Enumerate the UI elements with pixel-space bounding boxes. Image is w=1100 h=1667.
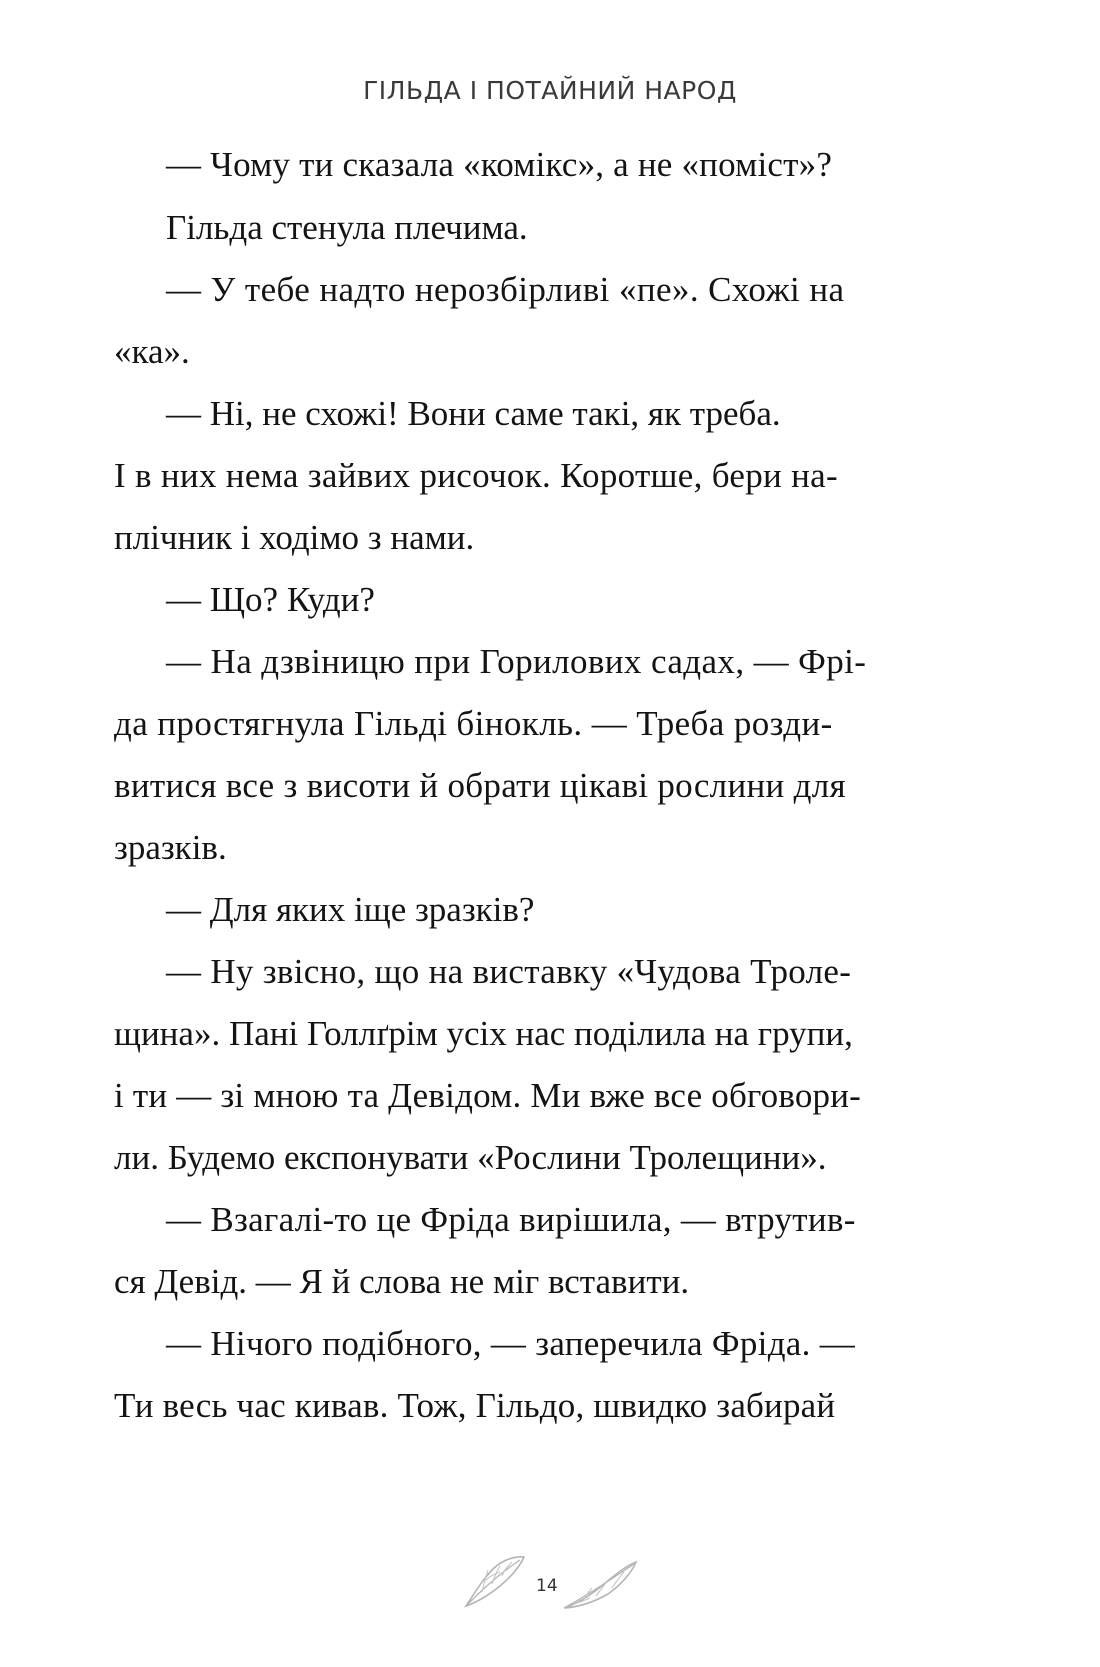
text-line: — Взагалі-то це Фріда вирішила, — втрутив- <box>166 1200 856 1239</box>
text-line: Гільда стенула плечима. <box>166 208 528 247</box>
text-line: — Ні, не схожі! Вони саме такі, як треба. <box>166 394 781 433</box>
text-line: плічник і ходімо з нами. <box>114 518 475 557</box>
text-line: зразків. <box>114 828 227 867</box>
text-line: — Що? Куди? <box>166 580 375 619</box>
running-head: ГІЛЬДА І ПОТАЙНИЙ НАРОД <box>363 76 737 105</box>
text-line: ли. Будемо експонувати «Рослини Тролещини». <box>114 1138 827 1177</box>
text-line: — У тебе надто нерозбірливі «пе». Схожі на <box>166 270 845 309</box>
page-footer <box>0 1550 1100 1630</box>
feather-icon <box>460 1550 530 1612</box>
text-line: — Нічого подібного, — заперечила Фріда. — <box>166 1324 856 1363</box>
text-line: — Ну звісно, що на виставку «Чудова Троле- <box>166 952 852 991</box>
text-line: щина». Пані Голлґрім усіх нас поділила на групи, <box>114 1014 853 1053</box>
text-line: І в них нема зайвих рисочок. Коротше, бери на- <box>114 456 838 495</box>
text-line: да простягнула Гільді бінокль. — Треба розди- <box>114 704 833 743</box>
text-line: ся Девід. — Я й слова не міг вставити. <box>114 1262 690 1301</box>
text-line: — На дзвіницю при Горилових садах, — Фрі- <box>166 642 867 681</box>
text-line: — Чому ти сказала «комікс», а не «поміст»? <box>166 145 833 184</box>
text-line: «ка». <box>114 332 190 371</box>
page-number: 14 <box>536 1576 558 1596</box>
feather-icon <box>560 1556 640 1612</box>
text-line: — Для яких іще зразків? <box>166 890 535 929</box>
text-line: Ти весь час кивав. Тож, Гільдо, швидко забирай <box>114 1386 836 1425</box>
text-line: і ти — зі мною та Девідом. Ми вже все обговори- <box>114 1076 862 1115</box>
text-line: витися все з висоти й обрати цікаві рослини для <box>114 766 846 805</box>
